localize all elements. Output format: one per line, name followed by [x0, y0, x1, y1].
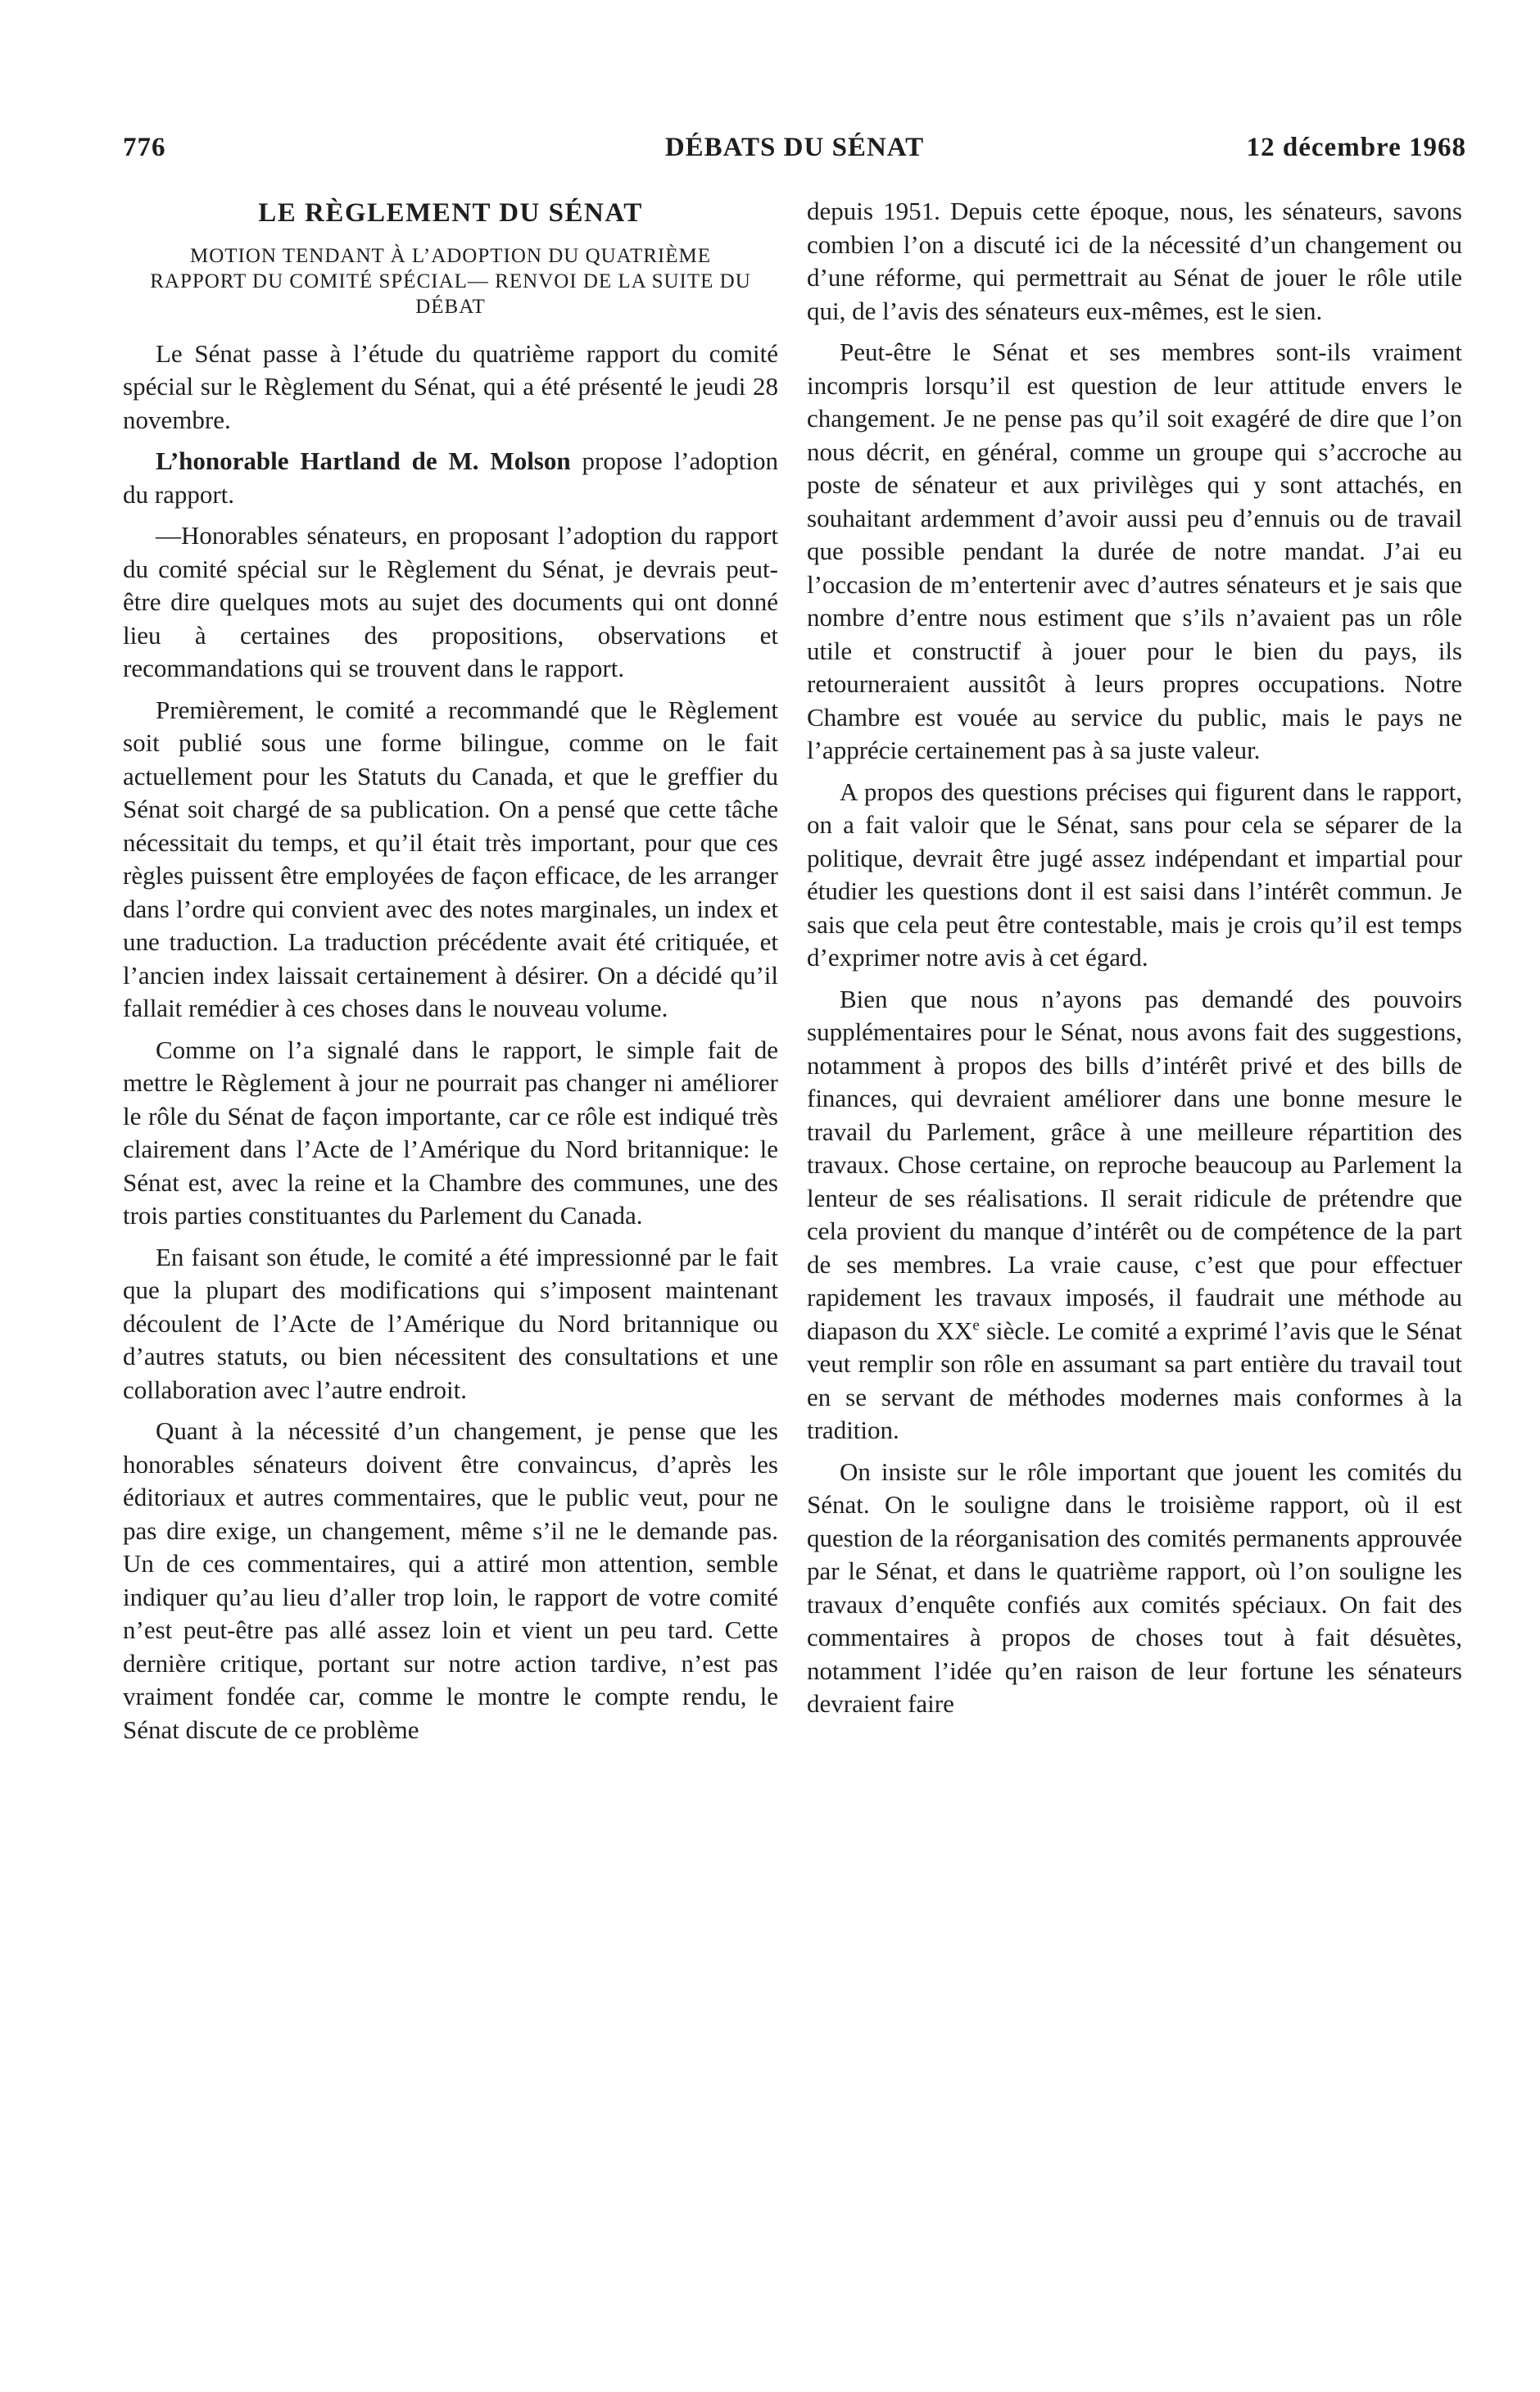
motion-heading: MOTION TENDANT À L’ADOPTION DU QUATRIÈME RAPPORT DU COMITÉ SPÉCIAL— RENVOI DE LA SUITE DU DÉBAT	[150, 244, 751, 318]
paragraph: Premièrement, le comité a recommandé que le Règlement soit publié sous une forme bilingue, comme on le fait actuellement pour les Statuts du Canada, et que le greffier du Sénat soit chargé de sa publication. On a pensé que cette tâche nécessitait du temps, et qu’il était très important, pour que ces règles puissent être employées de façon efficace, de les arranger dans l’ordre qui convient avec des notes marginales, un index et une traduction. La traduction précédente avait été critiquée, et l’ancien index laissait certainement à désirer. On a décidé qu’il fallait remédier à ces choses dans le nouveau volume.	[123, 695, 778, 1022]
century-superscript: e	[972, 1316, 980, 1334]
journal-title: DÉBATS DU SÉNAT	[664, 133, 925, 162]
century-numeral: XX	[935, 1316, 973, 1345]
section-title: LE RÈGLEMENT DU SÉNAT	[258, 198, 643, 228]
paragraph: Peut-être le Sénat et ses membres sont-ils vraiment incompris lorsqu’il est question de leur attitude envers le changement. Je ne pense pas qu’il soit exagéré de dire que l’on nous décrit, en général, comme un groupe qui s’accroche au poste de sénateur et aux privilèges qui y sont attachés, en souhaitant ardemment d’avoir aussi peu d’ennuis ou de travail que possible pendant la durée de notre mandat. J’ai eu l’occasion de m’entertenir avec d’autres sénateurs et je sais que nombre d’entre nous estiment que s’ils n’avaient pas un rôle utile et constructif à jouer pour le bien du pays, ils retourneraient aussitôt à leurs propres occupations. Notre Chambre est vouée au service du public, mais le pays ne l’apprécie certainement pas à sa juste valeur.	[807, 338, 1462, 764]
paragraph: —Honorables sénateurs, en proposant l’adoption du rapport du comité spécial sur le Règlement du Sénat, je devrais peut-être dire quelques mots au sujet des documents qui ont donné lieu à certaines des propositions, observations et recommandations qui se trouvent dans le rapport.	[123, 521, 778, 682]
page-number: 776	[123, 133, 166, 162]
paragraph: Quant à la nécessité d’un changement, je pense que les honorables sénateurs doivent être convaincus, d’après les éditoriaux et autres commentaires, que le public veut, pour ne pas dire exige, un changement, même s’il ne le demande pas. Un de ces commentaires, qui a attiré mon attention, semble indiquer qu’au lieu d’aller trop loin, le rapport de votre comité n’est peut-être pas allé assez loin et vient un peu tard. Cette dernière critique, portant sur notre action tardive, n’est pas vraiment fondée car, comme le montre le compte rendu, le Sénat discute de ce problème	[123, 1416, 778, 1744]
running-head	[123, 133, 1466, 169]
paragraph-continued: depuis 1951. Depuis cette époque, nous, les sénateurs, savons combien l’on a discuté ici de la nécessité d’un changement ou d’une réforme, qui permettrait au Sénat de jouer le rôle utile qui, de l’avis des sénateurs eux-mêmes, est le sien.	[807, 197, 1462, 325]
text-run: siècle. Le comité a exprimé l’avis que le Sénat veut remplir son rôle en assumant sa part entière du travail tout en se servant de méthodes modernes mais conformes à la tradition.	[807, 1316, 1462, 1444]
speaker-action: propose l’adoption du rapport.	[123, 446, 778, 509]
right-column	[807, 195, 1462, 1729]
paragraph: En faisant son étude, le comité a été impressionné par le fait que la plupart des modifications qui s’imposent maintenant découlent de l’Acte de l’Amérique du Nord britannique ou d’autres statuts, ou bien nécessitent des consultations et une collaboration avec l’autre endroit.	[123, 1242, 778, 1404]
speaker-name: L’honorable Hartland de M. Molson	[156, 446, 571, 475]
issue-date: 12 décembre 1968	[1246, 133, 1466, 162]
text-run: Bien que nous n’ayons pas demandé des pouvoirs supplémentaires pour le Sénat, nous avons fait des suggestions, notamment à propos des bills d’intérêt privé et des bills de finances, qui devraient améliorer dans une bonne mesure le travail du Parlement, grâce à une meilleure répartition des travaux. Chose certaine, on reproche beaucoup au Parlement la lenteur de ses réalisations. Il serait ridicule de prétendre que cela provient du manque d’intérêt ou de compétence de la part de ses membres. La vraie cause, c’est que pour effectuer rapidement les travaux imposés, il faudrait une méthode au diapason du	[807, 984, 1462, 1345]
intro-paragraph: Le Sénat passe à l’étude du quatrième rapport du comité spécial sur le Règlement du Sénat, qui a été présenté le jeudi 28 novembre.	[123, 338, 778, 434]
paragraph: A propos des questions précises qui figurent dans le rapport, on a fait valoir que le Sénat, sans pour cela se séparer de la politique, devrait être jugé assez indépendant et impartial pour étudier les questions dont il est saisi dans l’intérêt commun. Je sais que cela peut être contestable, mais je crois qu’il est temps d’exprimer notre avis à cet égard.	[807, 777, 1462, 972]
paragraph: On insiste sur le rôle important que jouent les comités du Sénat. On le souligne dans le troisième rapport, où il est question de la réorganisation des comités permanents approuvée par le Sénat, et dans le quatrième rapport, où l’on souligne les travaux d’enquête confiés aux comités spéciaux. On fait des commentaires à propos de choses tout à fait désuètes, notamment l’idée qu’en raison de leur fortune les sénateurs devraient faire	[807, 1456, 1462, 1718]
paragraph: Comme on l’a signalé dans le rapport, le simple fait de mettre le Règlement à jour ne pourrait pas changer ni améliorer le rôle du Sénat de façon importante, car ce rôle est indiqué très clairement dans l’Acte de l’Amérique du Nord britannique: le Sénat est, avec la reine et la Chambre des communes, une des trois parties constituantes du Parlement du Canada.	[123, 1035, 778, 1230]
left-column	[123, 195, 778, 1755]
speaker-paragraph	[123, 445, 778, 511]
paragraph	[807, 983, 1462, 1447]
